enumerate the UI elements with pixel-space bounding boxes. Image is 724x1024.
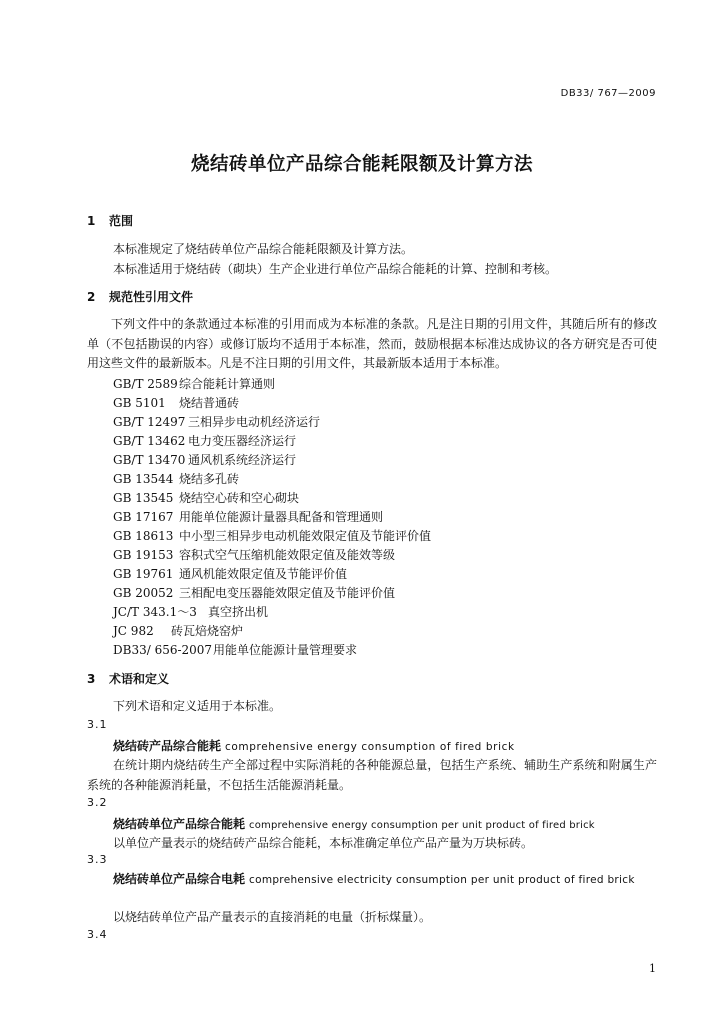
reference-title: 通风机系统经济运行 [188,453,297,467]
reference-item [113,470,239,487]
reference-code: GB 13545 [113,491,174,505]
term-english: comprehensive energy consumption of fired brick [225,741,515,753]
reference-title: 用能单位能源计量器具配备和管理通则 [179,510,384,524]
clause-number: 3.3 [87,853,108,866]
section-number: 1 [87,214,96,228]
reference-title: 通风机能效限定值及节能评价值 [179,567,348,581]
reference-title: 砖瓦焙烧窑炉 [171,624,244,638]
reference-item [113,584,395,601]
reference-item [113,394,239,411]
reference-title: 烧结空心砖和空心砌块 [179,491,300,505]
section-number: 3 [87,672,96,686]
section-title: 范围 [109,214,134,228]
term-entry [87,870,657,890]
clause-number: 3.2 [87,796,108,809]
section-2-heading [87,288,193,305]
section-title: 规范性引用文件 [109,290,194,304]
reference-item [113,641,357,658]
clause-number: 3.4 [87,928,108,941]
reference-title: 用能单位能源计量管理要求 [213,643,358,657]
reference-item [113,489,299,506]
reference-title: 三相异步电动机经济运行 [188,415,321,429]
reference-code: GB 5101 [113,396,166,410]
reference-title: 综合能耗计算通则 [179,377,276,391]
reference-code: GB 17167 [113,510,174,524]
reference-title: 三相配电变压器能效限定值及节能评价值 [179,586,396,600]
section-3-heading [87,670,169,687]
page-number: 1 [649,962,656,975]
reference-code: GB/T 13462 [113,434,186,448]
reference-code: JC 982 [113,624,154,638]
paragraph: 下列术语和定义适用于本标准。 [113,699,282,713]
reference-item [113,375,275,392]
reference-title: 电力变压器经济运行 [188,434,297,448]
reference-title: 容积式空气压缩机能效限定值及能效等级 [179,548,396,562]
reference-item [113,451,296,468]
document-title: 烧结砖单位产品综合能耗限额及计算方法 [190,154,533,175]
reference-item [113,413,320,430]
term-definition: 以单位产量表示的烧结砖产品综合能耗，本标准确定单位产品产量为万块标砖。 [113,836,534,850]
reference-item [113,603,268,620]
reference-title: 中小型三相异步电动机能效限定值及节能评价值 [179,529,432,543]
paragraph-references-intro: 下列文件中的条款通过本标准的引用而成为本标准的条款。凡是注日期的引用文件，其随后所有的修改单（不包括勘误的内容）或修订版均不适用于本标准，然而，鼓励根据本标准达成协议的各方研究是否可使用这些文件的最新版本。凡是不注日期的引用文件，其最新版本适用于本标准。 [87,317,657,370]
section-1-heading [87,212,133,229]
reference-title: 烧结普通砖 [179,396,240,410]
reference-item [113,527,431,544]
term-chinese: 烧结砖单位产品综合能耗 [113,817,246,831]
reference-code: GB 19153 [113,548,174,562]
term-english: comprehensive energy consumption per unit product of fired brick [249,820,595,831]
reference-code: GB 13544 [113,472,174,486]
standard-number: DB33/ 767—2009 [560,88,656,99]
section-title: 术语和定义 [109,672,170,686]
paragraph: 本标准适用于烧结砖（砌块）生产企业进行单位产品综合能耗的计算、控制和考核。 [113,262,558,276]
reference-code: GB/T 2589 [113,377,178,391]
reference-code: GB/T 13470 [113,453,186,467]
reference-item [113,432,296,449]
reference-code: GB/T 12497 [113,415,186,429]
section-number: 2 [87,290,96,304]
reference-item [113,508,383,525]
reference-code: GB 20052 [113,586,174,600]
term-definition: 以烧结砖单位产品产量表示的直接消耗的电量（折标煤量）。 [113,910,432,924]
reference-title: 烧结多孔砖 [179,472,240,486]
reference-title: 真空挤出机 [208,605,269,619]
reference-code: DB33/ 656-2007 [113,643,213,657]
term-entry [113,737,515,754]
reference-item [113,546,395,563]
term-definition: 在统计期内烧结砖生产全部过程中实际消耗的各种能源总量，包括生产系统、辅助生产系统和附属生产系统的各种能源消耗量，不包括生活能源消耗量。 [87,758,657,792]
term-entry [113,815,595,832]
reference-code: GB 19761 [113,567,174,581]
paragraph: 本标准规定了烧结砖单位产品综合能耗限额及计算方法。 [113,242,414,256]
term-english: comprehensive electricity consumption per unit product of fired brick [249,874,635,886]
reference-item [113,565,347,582]
reference-item [113,622,243,639]
reference-code: JC/T 343.1～3 [113,605,197,619]
term-chinese: 烧结砖产品综合能耗 [113,739,222,753]
term-chinese: 烧结砖单位产品综合电耗 [113,872,246,886]
reference-code: GB 18613 [113,529,174,543]
clause-number: 3.1 [87,718,108,731]
